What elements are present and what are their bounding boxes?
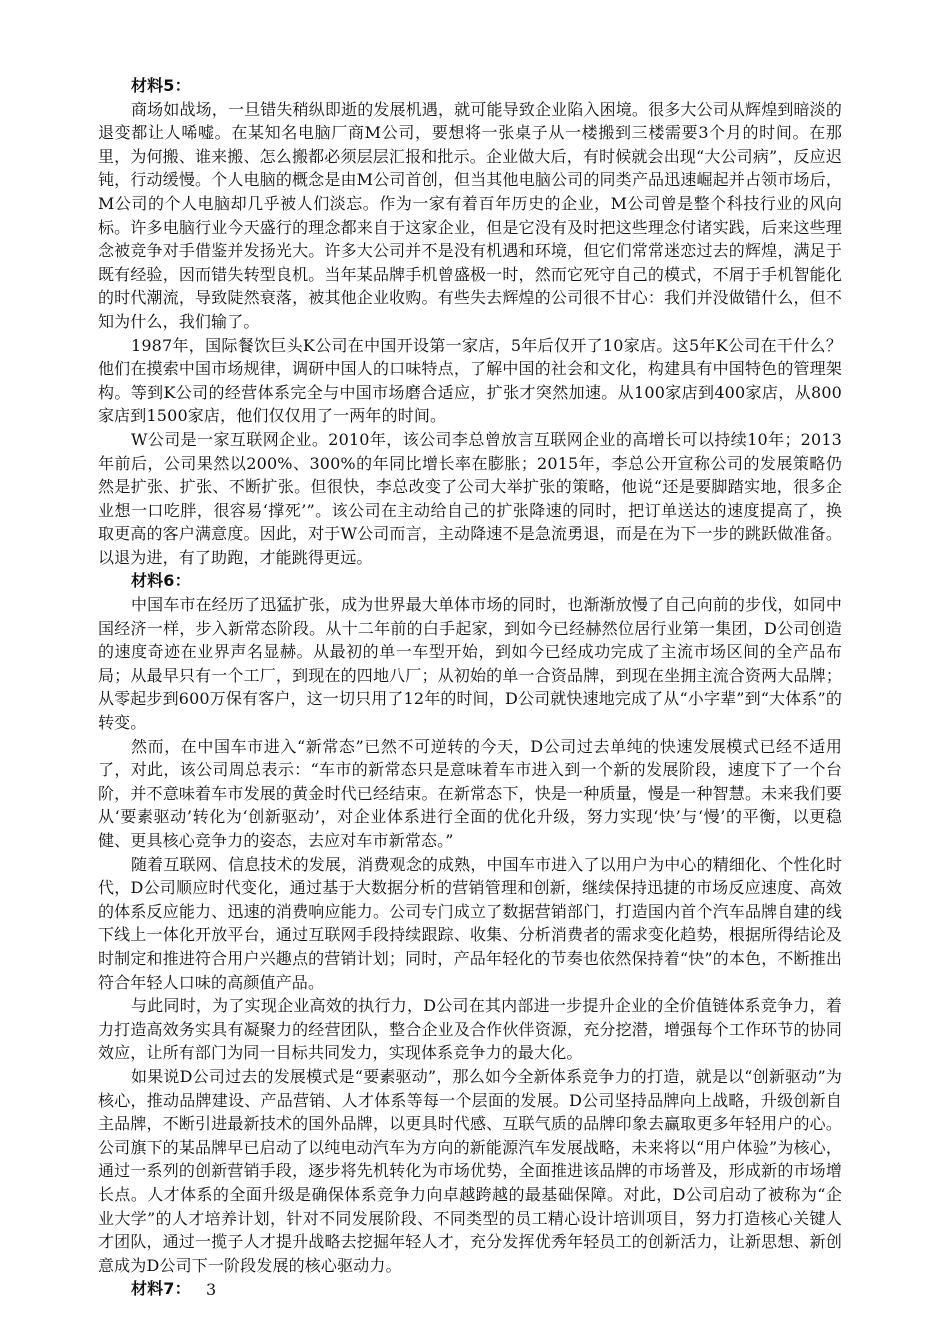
paragraph-w-company: W公司是一家互联网企业。2010年，该公司李总曾放言互联网企业的高增长可以持续10年；2013年前后，公司果然以200%、300%的年同比增长率在膨胀；2015年，李总公开宣称公司的发展策略仍然是扩张、扩张、不断扩张。但很快，李总改变了公司大举扩张的策略，他说“还是要脚踏实地，很多企业想一口吃胖，很容易‘撑死’”。该公司在主动给自己的扩张降速的同时，把订单送达的速度提高了，换取更高的客户满意度。因此，对于W公司而言，主动降速不是急流勇退，而是在为下一步的跳跃做准备。以退为进，有了助跑，才能跳得更远。 — [98, 429, 842, 567]
document-body — [98, 74, 842, 1301]
section-heading-material-5: 材料5： — [131, 76, 191, 95]
paragraph-new-normal: 然而，在中国车市进入“新常态”已然不可逆转的今天，D公司过去单纯的快速发展模式已经不适用了，对此，该公司周总表示：“车市的新常态只是意味着车市进入到一个新的发展阶段，速度下了一个台阶，并不意味着车市发展的黄金时代已经结束。在新常态下，快是一种质量，慢是一种智慧。未来我们要从‘要素驱动’转化为‘创新驱动’，对企业体系进行全面的优化升级，努力实现‘快’与‘慢’的平衡，以更稳健、更具核心竞争力的姿态，去应对车市新常态。” — [98, 736, 842, 850]
paragraph-value-chain: 与此同时，为了实现企业高效的执行力，D公司在其内部进一步提升企业的全价值链体系竞争力，着力打造高效务实具有凝聚力的经营团队，整合企业及合作伙伴资源，充分挖潜，增强每个工作环节的协同效应，让所有部门为同一目标共同发力，实现体系竞争力的最大化。 — [98, 996, 842, 1063]
page-number: 3 — [206, 1280, 217, 1299]
paragraph-innovation-driven: 如果说D公司过去的发展模式是“要素驱动”，那么如今全新体系竞争力的打造，就是以“创新驱动”为核心，推动品牌建设、产品营销、人才体系等每一个层面的发展。D公司坚持品牌向上战略，升级创新自主品牌，不断引进最新技术的国外品牌，以更具时代感、互联气质的品牌印象去赢取更多年轻用户的心。公司旗下的某品牌早已启动了以纯电动汽车为方向的新能源汽车发展战略，未来将以“用户体验”为核心，通过一系列的创新营销手段，逐步将先机转化为市场优势，全面推进该品牌的市场普及，形成新的市场增长点。人才体系的全面升级是确保体系竞争力向卓越跨越的最基础保障。对此，D公司启动了被称为“企业大学”的人才培养计划，针对不同发展阶段、不同类型的员工精心设计培训项目，努力打造核心关键人才团队，通过一揽子人才提升战略去挖掘年轻人才，充分发挥优秀年轻员工的创新活力，让新思想、新创意成为D公司下一阶段发展的核心驱动力。 — [98, 1066, 842, 1275]
paragraph-m-company: 商场如战场，一旦错失稍纵即逝的发展机遇，就可能导致企业陷入困境。很多大公司从辉煌到暗淡的退变都让人唏嘘。在某知名电脑厂商M公司，要想将一张桌子从一楼搬到三楼需要3个月的时间。在那里，为何搬、谁来搬、怎么搬都必须层层汇报和批示。企业做大后，有时候就会出现“大公司病”，反应迟钝，行动缓慢。个人电脑的概念是由M公司首创，但当其他电脑公司的同类产品迅速崛起并占领市场后，M公司的个人电脑却几乎被人们淡忘。作为一家有着百年历史的企业，M公司曾是整个科技行业的风向标。许多电脑行业今天盛行的理念都来自于这家企业，但是它没有及时把这些理念付诸实践，后来这些理念被竞争对手借鉴并发扬光大。许多大公司并不是没有机遇和环境，但它们常常迷恋过去的辉煌，满足于既有经验，因而错失转型良机。当年某品牌手机曾盛极一时，然而它死守自己的模式，不屑于手机智能化的时代潮流，导致陡然衰落，被其他企业收购。有些失去辉煌的公司很不甘心：我们并没做错什么，但不知为什么，我们输了。 — [98, 99, 842, 331]
section-heading-material-6: 材料6： — [131, 571, 191, 591]
paragraph-k-company: 1987年，国际餐饮巨头K公司在中国开设第一家店，5年后仅开了10家店。这5年K公司在干什么？他们在摸索中国市场规律，调研中国人的口味特点，了解中国的社会和文化，构建具有中国特色的管理架构。等到K公司的经营体系完全与中国市场磨合适应，扩张才突然加速。从100家店到400家店，从800家店到1500家店，他们仅仅用了一两年的时间。 — [98, 335, 842, 426]
section-heading-material-7: 材料7： — [131, 1279, 191, 1299]
paragraph-china-auto-market: 中国车市在经历了迅猛扩张，成为世界最大单体市场的同时，也渐渐放慢了自己向前的步伐，如同中国经济一样，步入新常态阶段。从十二年前的白手起家，到如今已经赫然位居行业第一集团，D公司创造的速度奇迹在业界声名显赫。从最初的单一车型开始，到如今已经成功完成了主流市场区间的全产品布局；从最早只有一个工厂，到现在的四地八厂；从初始的单一合资品牌，到现在坐拥主流合资两大品牌；从零起步到600万保有客户，这一切只用了12年的时间，D公司就快速地完成了从“小字辈”到“大体系”的转变。 — [98, 595, 842, 733]
paragraph-big-data-marketing: 随着互联网、信息技术的发展，消费观念的成熟，中国车市进入了以用户为中心的精细化、个性化时代，D公司顺应时代变化，通过基于大数据分析的营销管理和创新，继续保持迅捷的市场反应速度、高效的体系反应能力、迅速的消费响应能力。公司专门成立了数据营销部门，打造国内首个汽车品牌自建的线下线上一体化开放平台，通过互联网手段持续跟踪、收集、分析消费者的需求变化趋势，根据所得结论及时制定和推进符合用户兴趣点的营销计划；同时，产品年轻化的节奏也依然保持着“快”的本色，不断推出符合年轻人口味的高颜值产品。 — [98, 854, 842, 992]
